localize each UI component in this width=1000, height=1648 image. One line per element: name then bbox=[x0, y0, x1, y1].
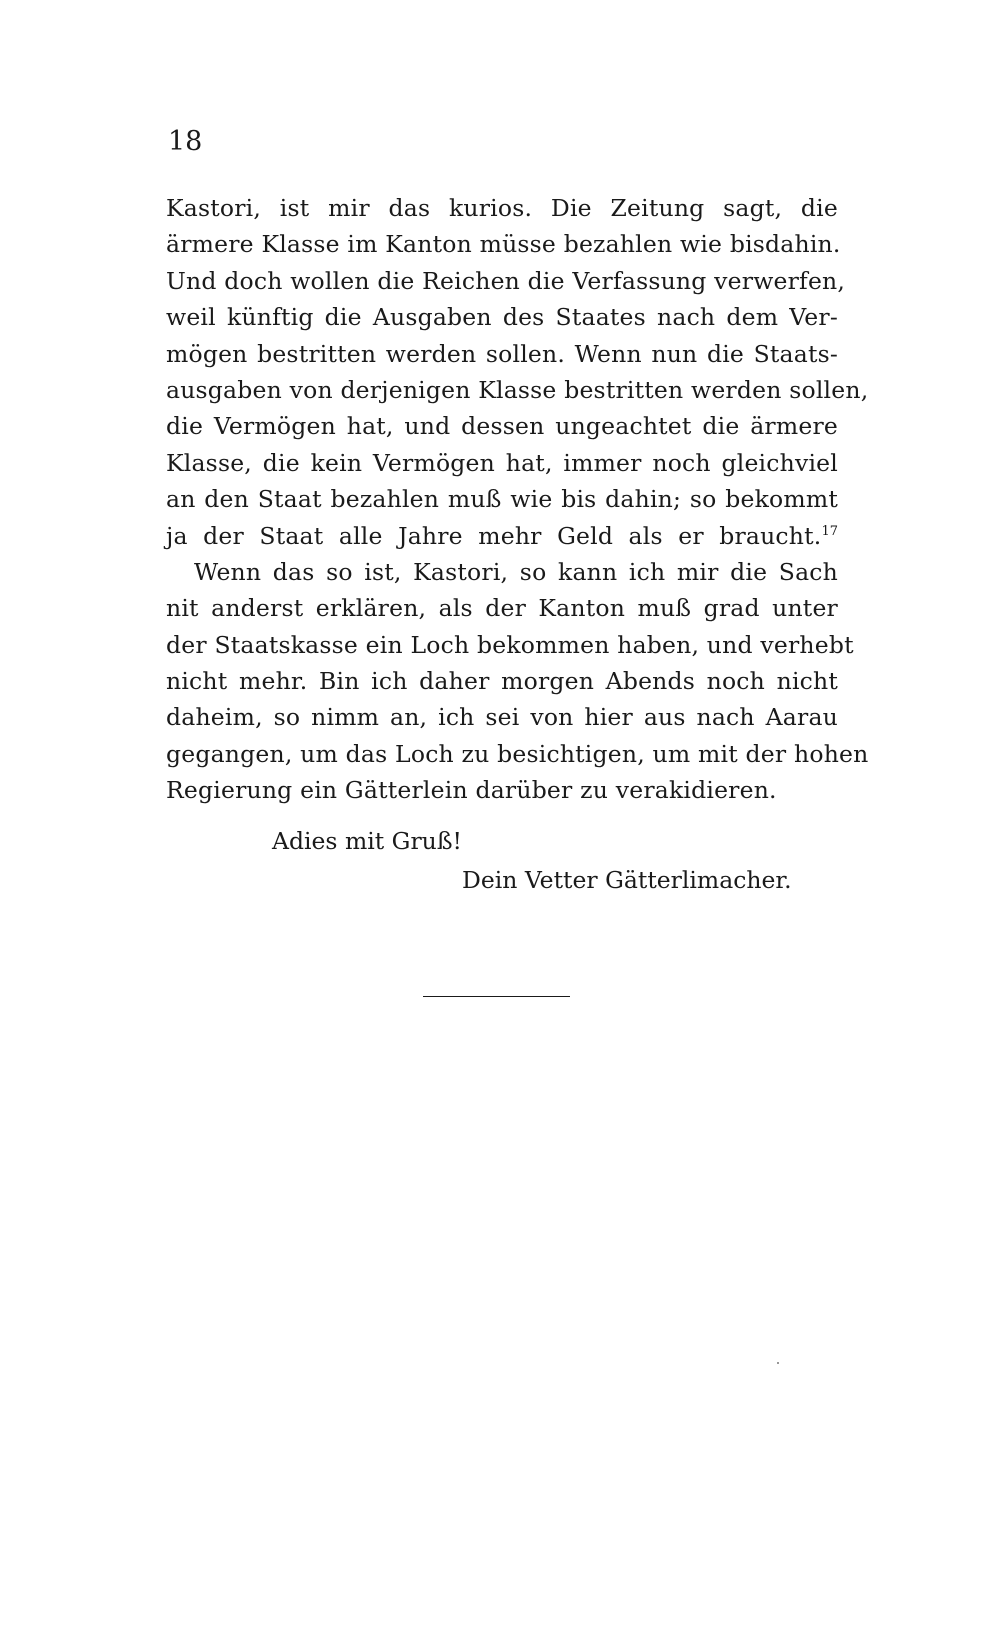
footnote-reference[interactable]: 17 bbox=[821, 523, 838, 539]
text-line: der Staatskasse ein Loch bekommen haben, und verhebt bbox=[166, 630, 854, 659]
text-line: Kastori, ist mir das kurios. Die Zeitung sagt, die bbox=[166, 194, 838, 222]
paragraph-start-line: Wenn das so ist, Kastori, so kann ich mir die Sach bbox=[194, 557, 838, 586]
print-speck bbox=[777, 1362, 779, 1364]
text-line: gegangen, um das Loch zu besichtigen, um mit der hohen bbox=[166, 739, 869, 768]
text-line: an den Staat bezahlen muß wie bis dahin; so bekommt bbox=[166, 485, 838, 514]
section-divider bbox=[423, 996, 570, 997]
text-line: nit anderst erklären, als der Kanton muß grad unter bbox=[166, 594, 838, 623]
text-line: nicht mehr. Bin ich daher morgen Abends noch nicht bbox=[166, 667, 838, 696]
farewell: Adies mit Gruß! bbox=[272, 827, 462, 855]
text-line: ausgaben von derjenigen Klasse bestritten werden sollen, bbox=[166, 375, 869, 404]
text-line: weil künftig die Ausgaben des Staates nach dem Ver- bbox=[166, 303, 838, 332]
text-line: Klasse, die kein Vermögen hat, immer noch gleichviel bbox=[166, 448, 838, 477]
page-number: 18 bbox=[168, 126, 203, 157]
text-line: Und doch wollen die Reichen die Verfassung verwerfen, bbox=[166, 266, 846, 295]
text-line: ärmere Klasse im Kanton müsse bezahlen wie bisdahin. bbox=[166, 230, 841, 259]
body-text bbox=[166, 190, 869, 809]
text-line: mögen bestritten werden sollen. Wenn nun die Staats- bbox=[166, 339, 838, 368]
text-line: daheim, so nimm an, ich sei von hier aus nach Aarau bbox=[166, 703, 838, 732]
text-line: die Vermögen hat, und dessen ungeachtet die ärmere bbox=[166, 412, 838, 441]
text-line-with-footnote bbox=[166, 518, 838, 554]
signature: Dein Vetter Gätterlimacher. bbox=[462, 866, 792, 894]
text-line: Regierung ein Gätterlein darüber zu verakidieren. bbox=[166, 776, 777, 805]
text-line: ja der Staat alle Jahre mehr Geld als er braucht. bbox=[166, 521, 822, 550]
